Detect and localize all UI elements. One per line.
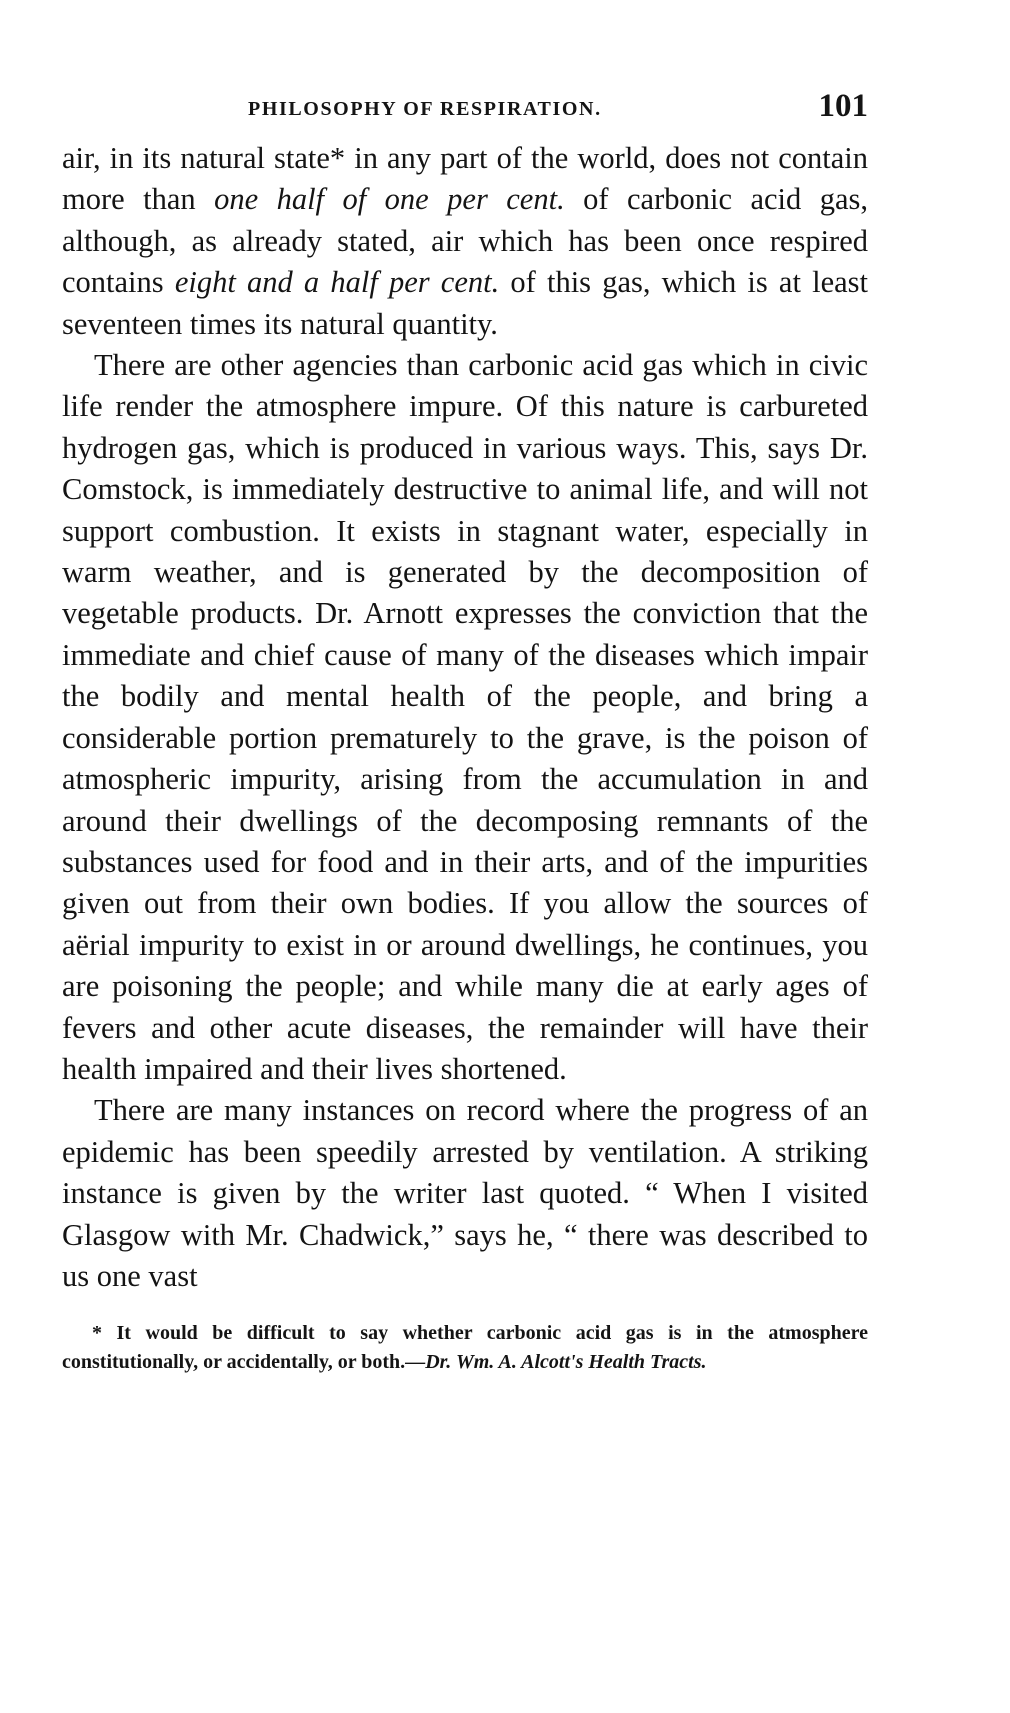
footnote xyxy=(62,1319,868,1377)
paragraph-1-italic-2: eight and a half per cent. xyxy=(174,265,500,300)
paragraph-1-text-3: of this gas, which is at least seventeen times its natural quantity. xyxy=(62,265,868,341)
footnote-source: Dr. Wm. A. Alcott's Health Tracts. xyxy=(425,1351,707,1374)
paragraph-2 xyxy=(62,345,868,1090)
page-number: 101 xyxy=(818,88,868,124)
body-text xyxy=(62,138,868,1297)
paragraph-1-italic-1: one half of one per cent. xyxy=(214,182,565,217)
book-page xyxy=(62,88,868,1377)
paragraph-3 xyxy=(62,1090,868,1297)
paragraph-1-text-2: of carbonic acid gas, although, as already stated, air which has been once respired contains xyxy=(62,182,869,300)
running-head xyxy=(62,88,868,128)
running-title: PHILOSOPHY OF RESPIRATION. xyxy=(248,98,602,120)
paragraph-1-text-1: air, in its natural state* in any part of the world, does not contain more than xyxy=(62,141,868,217)
paragraph-1 xyxy=(62,138,868,345)
paragraph-3-text: There are many instances on record where the progress of an epidemic has been speedily arrested by ventilation. A striking instance is given by the writer last quoted. “ When I visited Glasgow with Mr. Chadwick,” says he, “ there was described to us one vast xyxy=(62,1093,868,1293)
paragraph-2-text: There are other agencies than carbonic acid gas which in civic life render the atmosphere impure. Of this nature is carbureted hydrogen gas, which is produced in various ways. This, says Dr. Comstock, is immediately destructive to animal life, and will not support combustion. It exists in stagnant water, especially in warm weather, and is generated by the decomposition of vegetable products. Dr. Arnott expresses the conviction that the immediate and chief cause of many of the diseases which impair the bodily and mental health of the people, and bring a considerable portion prematurely to the grave, is the poison of atmospheric impurity, arising from the accumulation in and around their dwellings of the decomposing remnants of the substances used for food and in their arts, and of the impurities given out from their own bodies. If you allow the sources of aërial impurity to exist in or around dwellings, he continues, you are poisoning the people; and while many die at early ages of fevers and other acute diseases, the remainder will have their health impaired and their lives shortened. xyxy=(62,348,868,1086)
footnote-text: * It would be difficult to say whether carbonic acid gas is in the atmosphere constitutionally, or accidentally, or both.— xyxy=(62,1322,868,1374)
